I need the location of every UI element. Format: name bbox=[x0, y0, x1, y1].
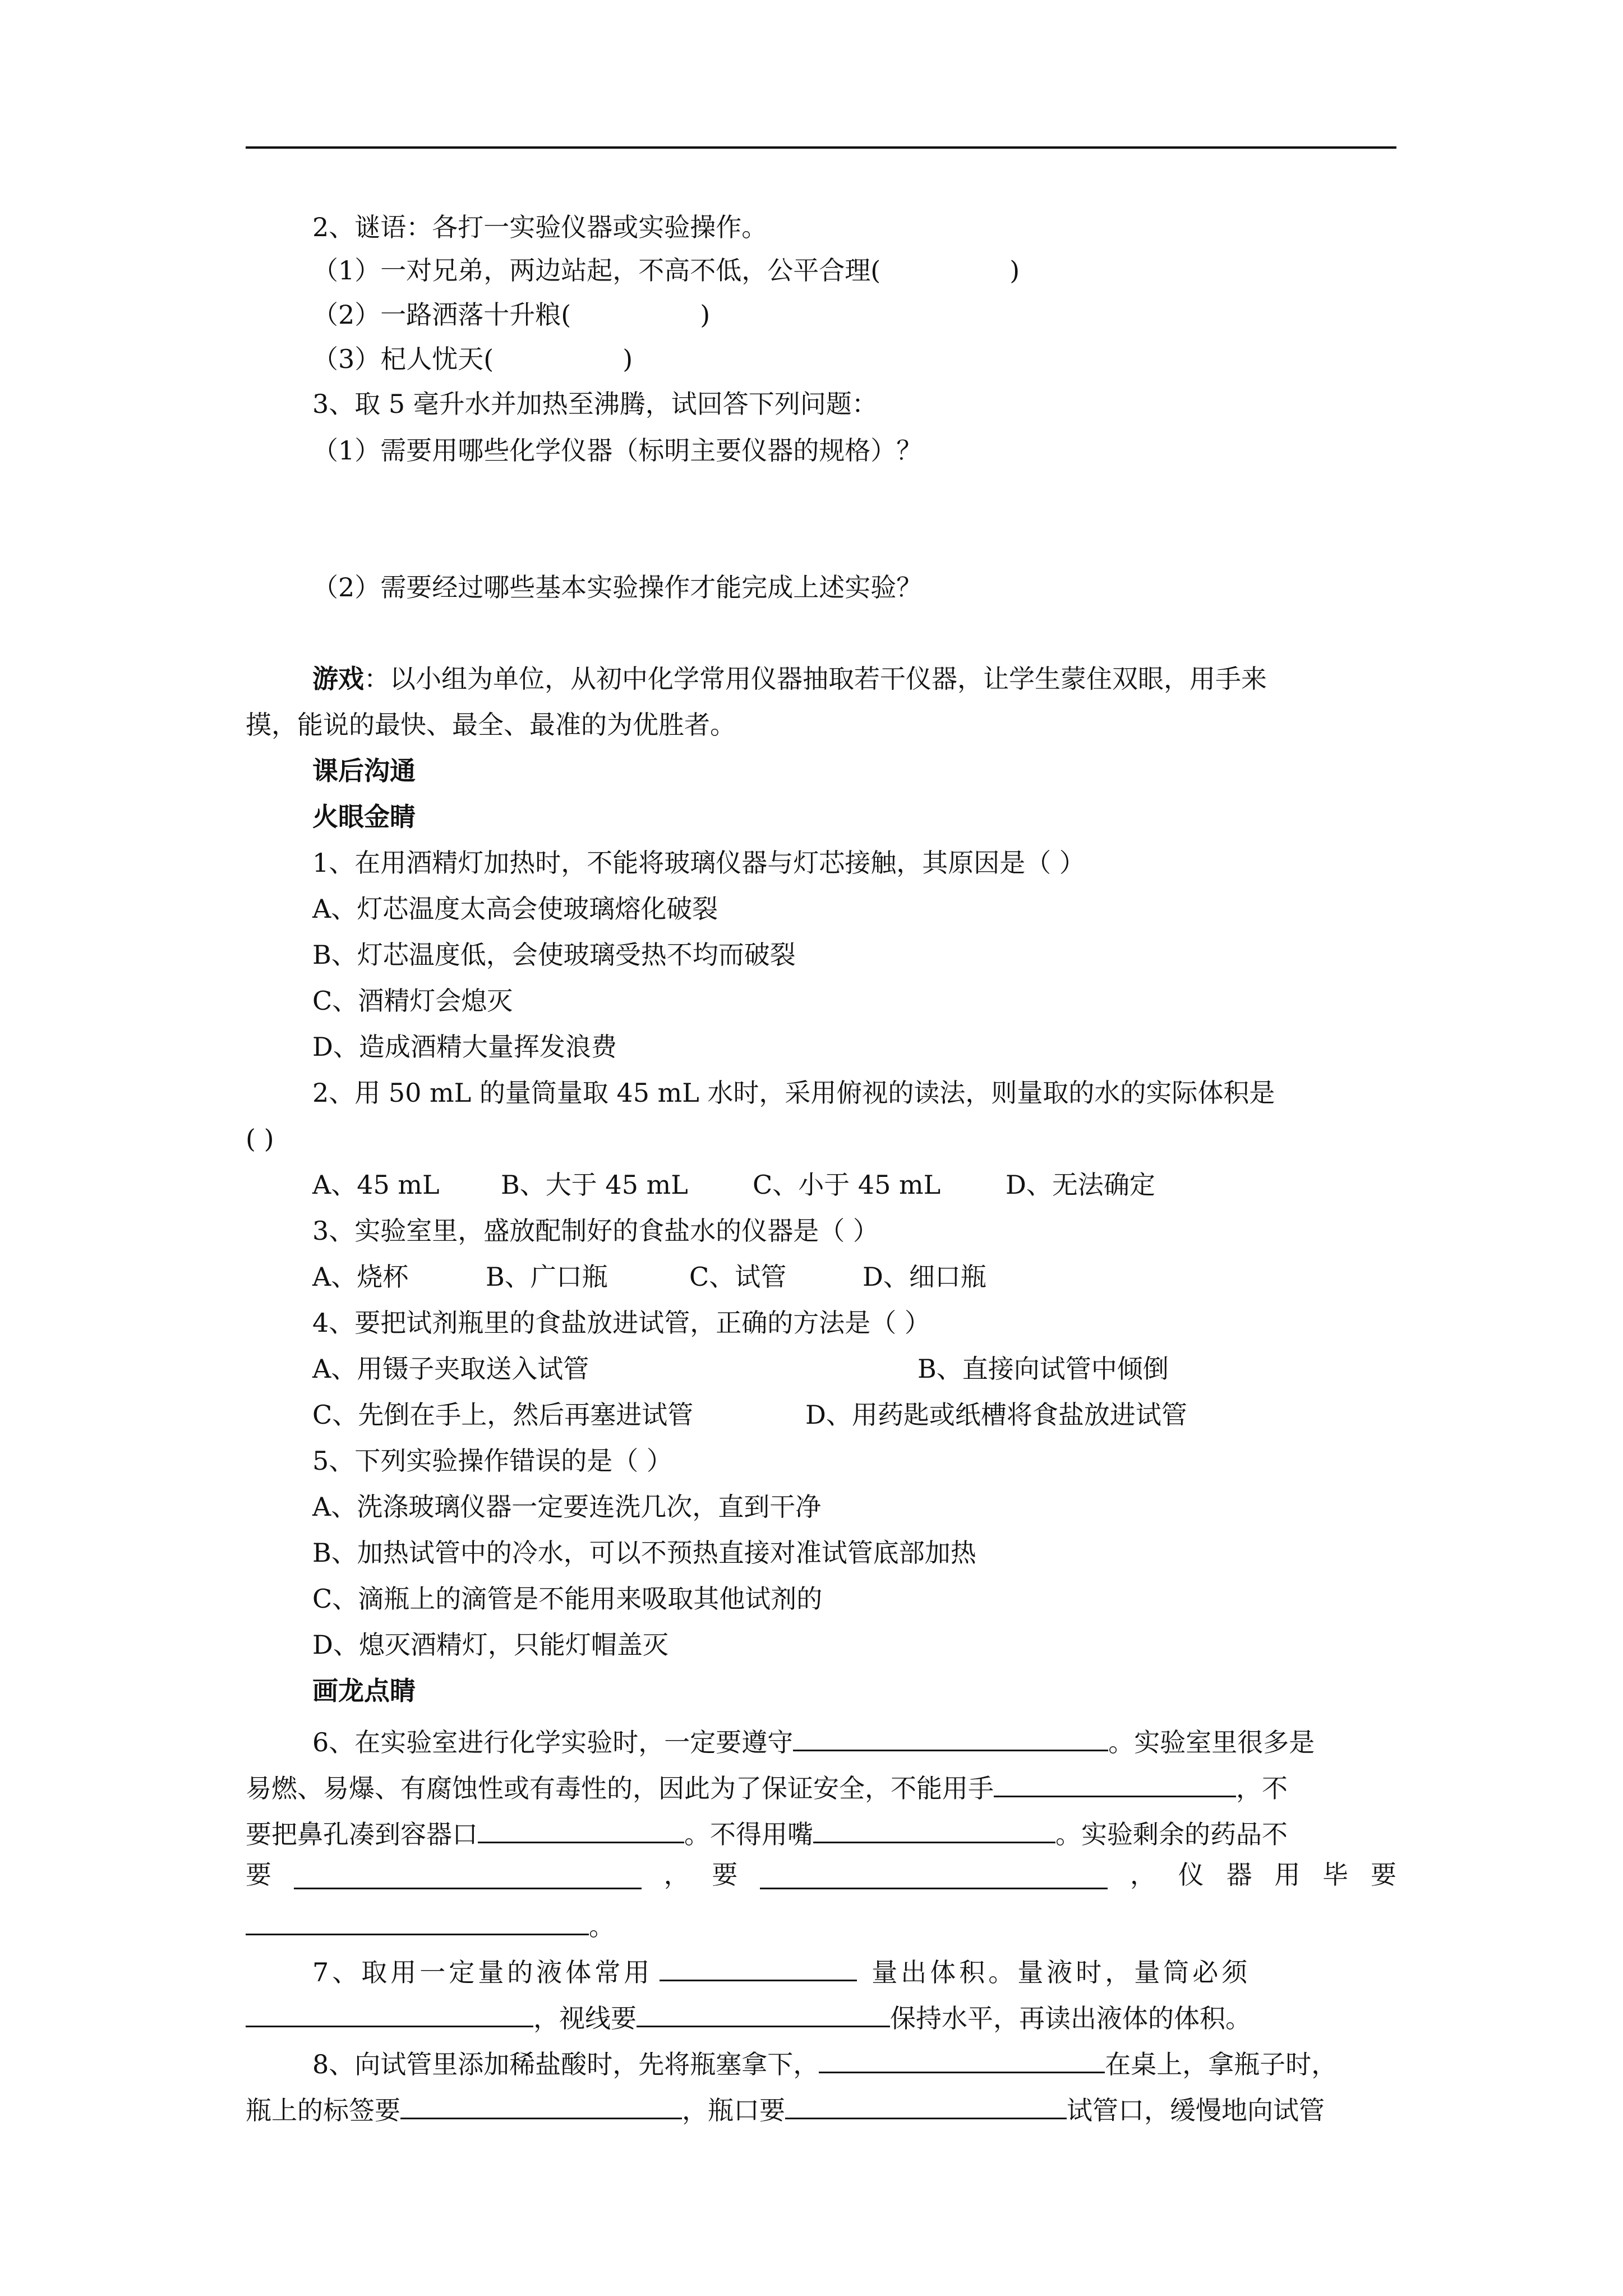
riddle-3-text: （3）杞人忧天( bbox=[312, 344, 494, 374]
q6-text-17: 。 bbox=[589, 1911, 615, 1941]
q6-text-12: 仪 bbox=[1178, 1860, 1204, 1890]
riddle-1 bbox=[312, 255, 1020, 286]
q6-line-4 bbox=[246, 1862, 1396, 1889]
q6-line-2 bbox=[246, 1770, 1288, 1801]
q6-text-11: ， bbox=[1129, 1860, 1156, 1890]
mcq5-option-d: D、熄灭酒精灯，只能灯帽盖灭 bbox=[312, 1630, 668, 1660]
game-text-1: ：以小组为单位，从初中化学常用仪器抽取若干仪器，让学生蒙住双眼，用手来 bbox=[364, 664, 1267, 694]
mcq2-paren: ( ) bbox=[246, 1124, 274, 1154]
q8-text-5: 试管口，缓慢地向试管 bbox=[1067, 2095, 1325, 2125]
q6-text-1: 6、在实验室进行化学实验时，一定要遵守 bbox=[312, 1727, 794, 1757]
q7-blank-2[interactable] bbox=[246, 2000, 533, 2027]
q7-text-1: 7、取用一定量的液体常用 bbox=[312, 1957, 653, 1987]
mcq5-option-b: B、加热试管中的冷水，可以不预热直接对准试管底部加热 bbox=[312, 1538, 976, 1568]
mcq2-option-c: C、小于 45 mL bbox=[753, 1170, 941, 1200]
game-label: 游戏 bbox=[312, 664, 364, 694]
q6-text-4: ，不 bbox=[1236, 1773, 1288, 1803]
q6-text-10: 要 bbox=[712, 1860, 738, 1890]
mcq4-option-a: A、用镊子夹取送入试管 bbox=[312, 1354, 589, 1384]
q6-blank-7[interactable] bbox=[246, 1908, 589, 1935]
q6-blank-1[interactable] bbox=[793, 1724, 1108, 1751]
riddle-1-close: ) bbox=[1009, 255, 1020, 286]
q7-line-2 bbox=[246, 2000, 1251, 2031]
mcq3-option-a: A、烧杯 bbox=[312, 1262, 409, 1292]
q6-blank-6[interactable] bbox=[760, 1862, 1108, 1889]
mcq4-option-c: C、先倒在手上，然后再塞进试管 bbox=[312, 1400, 694, 1430]
q7-text-3: ，视线要 bbox=[533, 2003, 637, 2033]
mcq3-option-d: D、细口瓶 bbox=[863, 1262, 986, 1292]
riddle-2-close: ) bbox=[700, 300, 711, 330]
q7-blank-3[interactable] bbox=[637, 2000, 890, 2027]
mcq4-option-b: B、直接向试管中倾倒 bbox=[917, 1354, 1169, 1384]
q8-blank-3[interactable] bbox=[785, 2092, 1067, 2119]
game-line-2: 摸，能说的最快、最全、最准的为优胜者。 bbox=[246, 710, 736, 740]
q8-blank-1[interactable] bbox=[819, 2046, 1105, 2073]
mcq4-option-d: D、用药匙或纸槽将食盐放进试管 bbox=[805, 1400, 1187, 1430]
q6-text-2: 。实验室里很多是 bbox=[1108, 1727, 1315, 1757]
q6-text-3: 易燃、易爆、有腐蚀性或有毒性的，因此为了保证安全，不能用手 bbox=[246, 1773, 994, 1803]
q6-text-9: ， bbox=[663, 1860, 690, 1890]
section-finishing: 画龙点睛 bbox=[312, 1676, 416, 1706]
q7-text-2: 量出体积。量液时，量筒必须 bbox=[872, 1957, 1251, 1987]
riddle-3-close: ) bbox=[623, 344, 633, 374]
q6-text-14: 用 bbox=[1274, 1860, 1301, 1890]
mcq4-stem: 4、要把试剂瓶里的食盐放进试管，正确的方法是（ ） bbox=[312, 1308, 930, 1338]
q6-line-3 bbox=[246, 1816, 1288, 1847]
mcq2-option-d: D、无法确定 bbox=[1006, 1170, 1155, 1200]
q6-blank-2[interactable] bbox=[994, 1770, 1236, 1797]
q6-text-6: 。不得用嘴 bbox=[684, 1819, 813, 1849]
riddle-2-text: （2）一路洒落十升粮( bbox=[312, 300, 571, 330]
q8-line-2 bbox=[246, 2092, 1325, 2123]
mcq5-option-a: A、洗涤玻璃仪器一定要连洗几次，直到干净 bbox=[312, 1492, 822, 1522]
q6-blank-5[interactable] bbox=[294, 1862, 642, 1889]
mcq1-option-d: D、造成酒精大量挥发浪费 bbox=[312, 1032, 617, 1062]
riddle-1-text: （1）一对兄弟，两边站起，不高不低，公平合理( bbox=[312, 255, 881, 286]
q8-text-4: ，瓶口要 bbox=[682, 2095, 785, 2125]
mcq1-option-c: C、酒精灯会熄灭 bbox=[312, 986, 513, 1016]
section-sharp-eyes: 火眼金睛 bbox=[312, 802, 416, 832]
mcq3-option-c: C、试管 bbox=[689, 1262, 787, 1292]
q7-line-1 bbox=[312, 1954, 1251, 1985]
q6-blank-3[interactable] bbox=[478, 1816, 684, 1843]
q3-heading: 3、取 5 毫升水并加热至沸腾，试回答下列问题： bbox=[312, 389, 878, 419]
mcq5-option-c: C、滴瓶上的滴管是不能用来吸取其他试剂的 bbox=[312, 1584, 823, 1614]
q6-text-13: 器 bbox=[1226, 1860, 1252, 1890]
q8-text-3: 瓶上的标签要 bbox=[246, 2095, 400, 2125]
q7-blank-1[interactable] bbox=[660, 1954, 857, 1981]
mcq2-option-a: A、45 mL bbox=[312, 1170, 440, 1200]
q6-line-5 bbox=[246, 1908, 615, 1939]
mcq3-option-b: B、广口瓶 bbox=[486, 1262, 608, 1292]
q8-text-1: 8、向试管里添加稀盐酸时，先将瓶塞拿下， bbox=[312, 2049, 819, 2079]
q6-blank-4[interactable] bbox=[813, 1816, 1055, 1843]
q8-line-1 bbox=[312, 2046, 1337, 2077]
riddle-3 bbox=[312, 346, 633, 372]
mcq2-option-b: B、大于 45 mL bbox=[501, 1170, 688, 1200]
mcq5-stem: 5、下列实验操作错误的是（ ） bbox=[312, 1446, 672, 1476]
q3-part-2: （2）需要经过哪些基本实验操作才能完成上述实验？ bbox=[312, 572, 923, 602]
mcq1-option-a: A、灯芯温度太高会使玻璃熔化破裂 bbox=[312, 894, 718, 924]
q6-text-5: 要把鼻孔凑到容器口 bbox=[246, 1819, 478, 1849]
q6-text-7: 。实验剩余的药品不 bbox=[1055, 1819, 1288, 1849]
mcq1-option-b: B、灯芯温度低，会使玻璃受热不均而破裂 bbox=[312, 940, 796, 970]
q6-text-15: 毕 bbox=[1322, 1860, 1349, 1890]
q7-text-4: 保持水平，再读出液体的体积。 bbox=[890, 2003, 1251, 2033]
q6-text-16: 要 bbox=[1370, 1860, 1396, 1890]
q8-text-2: 在桌上，拿瓶子时， bbox=[1105, 2049, 1338, 2079]
q8-blank-2[interactable] bbox=[400, 2092, 682, 2119]
mcq2-stem: 2、用 50 mL 的量筒量取 45 mL 水时，采用俯视的读法，则量取的水的实际体积是 bbox=[312, 1078, 1275, 1108]
riddle-heading: 2、谜语：各打一实验仪器或实验操作。 bbox=[312, 212, 768, 242]
mcq1-stem: 1、在用酒精灯加热时，不能将玻璃仪器与灯芯接触，其原因是（ ） bbox=[312, 848, 1085, 878]
riddle-2 bbox=[312, 302, 710, 328]
section-after-class: 课后沟通 bbox=[312, 756, 416, 786]
q3-part-1: （1）需要用哪些化学仪器（标明主要仪器的规格）？ bbox=[312, 435, 923, 466]
game-line-1 bbox=[312, 666, 1267, 692]
q6-text-8: 要 bbox=[246, 1860, 271, 1890]
q6-line-1 bbox=[312, 1724, 1315, 1755]
header-rule bbox=[246, 146, 1396, 149]
mcq3-stem: 3、实验室里，盛放配制好的食盐水的仪器是（ ） bbox=[312, 1216, 879, 1246]
